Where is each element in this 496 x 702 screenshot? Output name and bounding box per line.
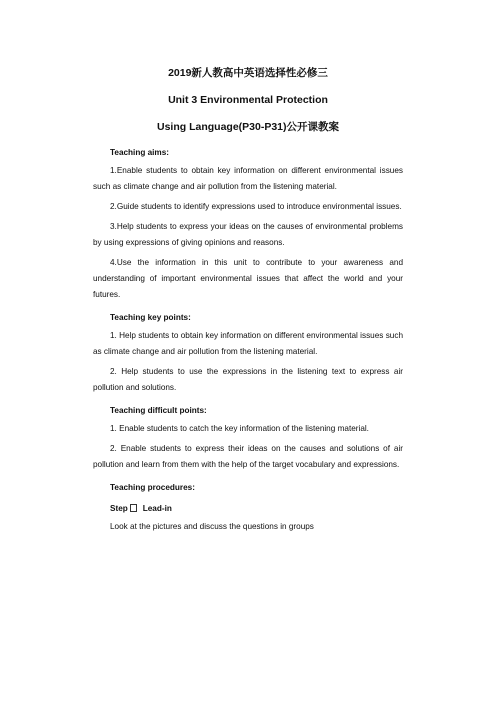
key-point-1: 1. Help students to obtain key information on different environmental issues such as climate change and air pollution from the listening material. (93, 331, 403, 356)
difficult-points-heading: Teaching difficult points: (110, 406, 207, 415)
difficult-point-1: 1. Enable students to catch the key information of the listening material. (110, 424, 369, 433)
teaching-aim-2: 2.Guide students to identify expressions used to introduce environmental issues. (110, 202, 402, 211)
teaching-aim-4: 4.Use the information in this unit to contribute to your awareness and understanding of important environmental issues that affect the world and your futures. (93, 258, 403, 299)
teaching-aim-1: 1.Enable students to obtain key information on different environmental issues such as climate change and air pollution from the listening material. (93, 166, 403, 191)
document-title-line3: Using Language(P30-P31)公开课教案 (156, 121, 340, 133)
document-title-line1: 2019新人教高中英语选择性必修三 (168, 67, 328, 79)
teaching-aims-heading: Teaching aims: (110, 148, 169, 157)
key-points-heading: Teaching key points: (110, 313, 191, 322)
step-lead-in (93, 503, 403, 515)
step-label: Step (110, 504, 128, 513)
teaching-aim-3: 3.Help students to express your ideas on the causes of environmental problems by using expressions of giving opinions and reasons. (93, 222, 403, 247)
missing-glyph-box-icon (130, 504, 137, 512)
step-lead-in-text: Look at the pictures and discuss the questions in groups (110, 522, 314, 531)
document-content (93, 66, 403, 535)
procedures-heading: Teaching procedures: (110, 483, 195, 492)
difficult-point-2: 2. Enable students to express their ideas on the causes and solutions of air pollution and learn from them with the help of the target vocabulary and expressions. (93, 444, 403, 469)
step-title: Lead-in (142, 504, 172, 513)
key-point-2: 2. Help students to use the expressions in the listening text to express air pollution and solutions. (93, 367, 403, 392)
document-title-line2: Unit 3 Environmental Protection (168, 94, 328, 106)
